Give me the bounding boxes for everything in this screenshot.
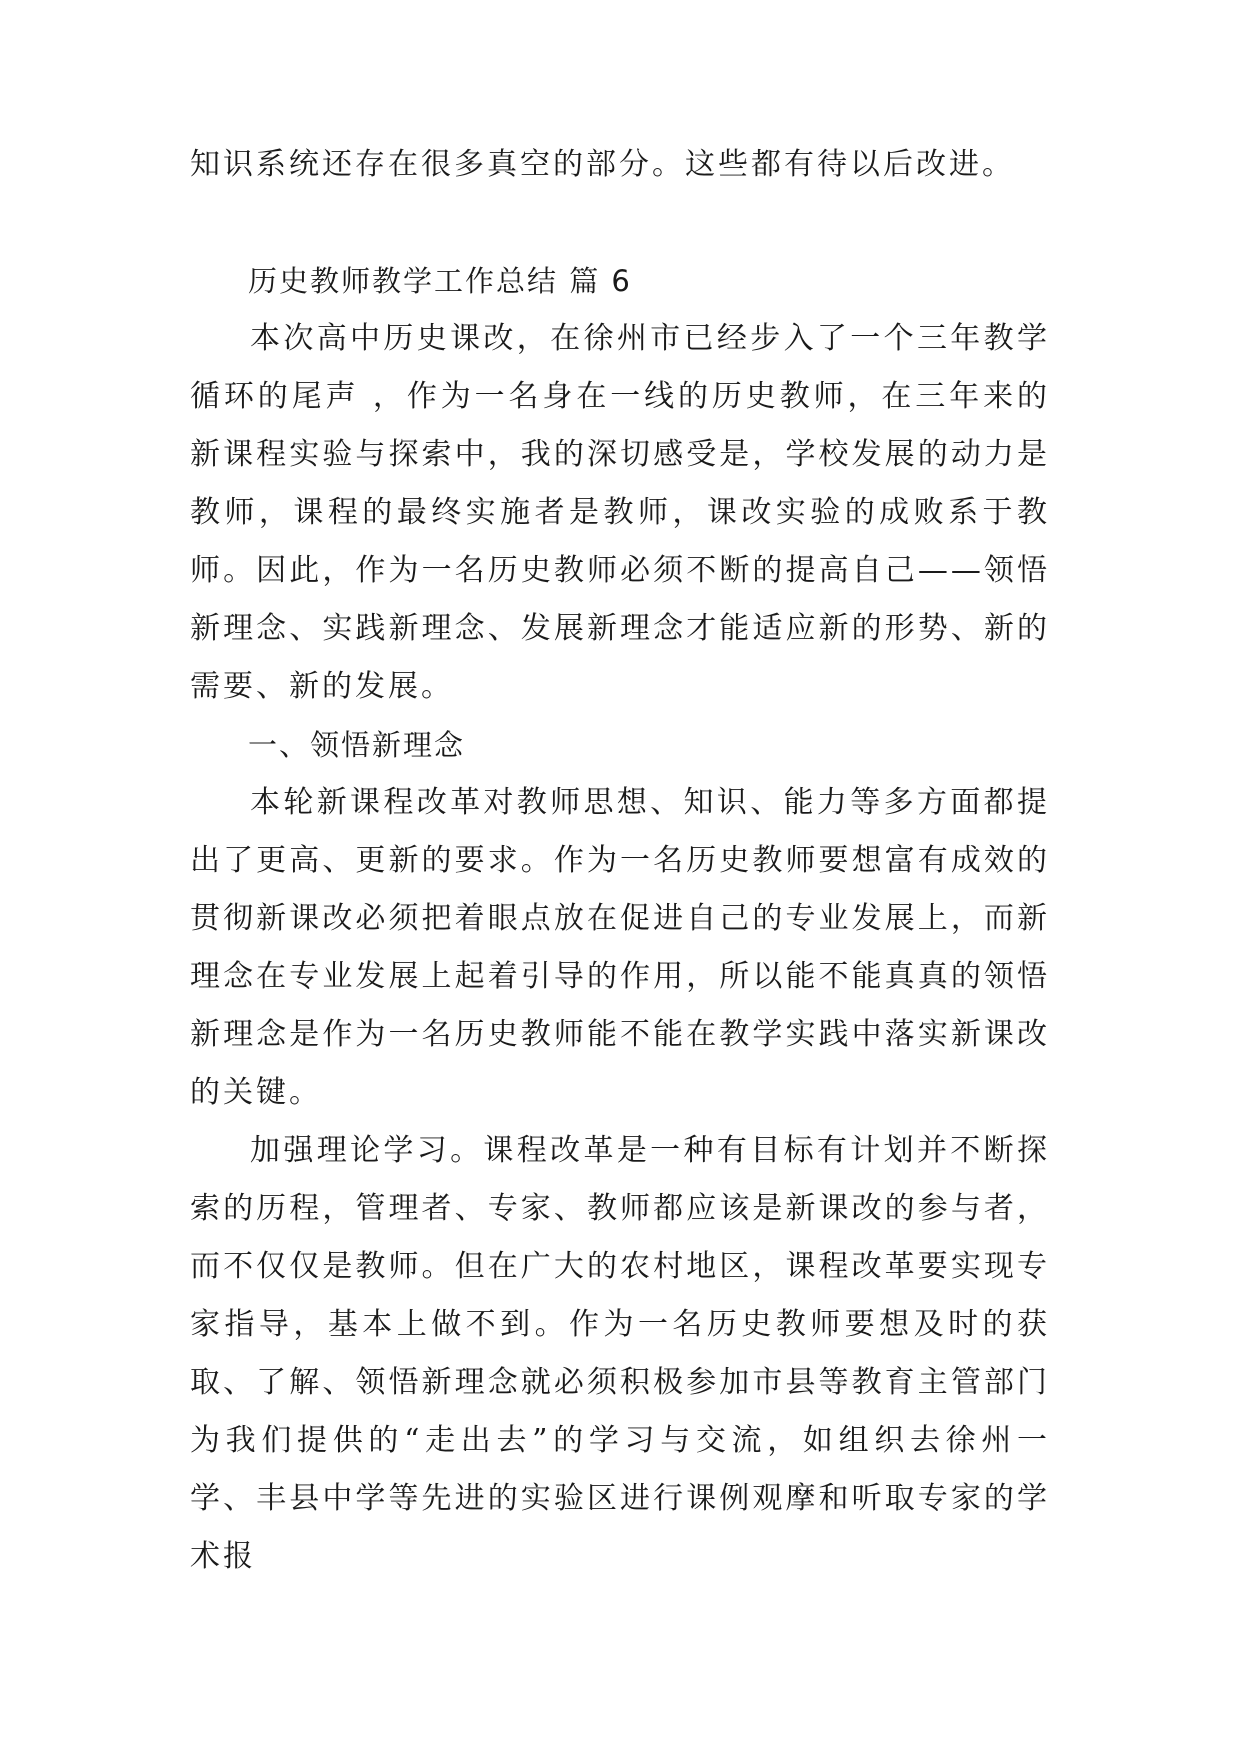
section-title: 历史教师教学工作总结 篇 6	[248, 264, 632, 298]
paragraph-1: 本轮新课程改革对教师思想、知识、能力等多方面都提出了更高、更新的要求。作为一名历史教师要想富有成效的贯彻新课改必须把着眼点放在促进自己的专业发展上，而新理念在专业发展上起着引导的作用，所以能不能真真的领悟新理念是作为一名历史教师能不能在教学实践中落实新课改的关键。	[190, 785, 1050, 1110]
intro-paragraph: 本次高中历史课改，在徐州市已经步入了一个三年教学循环的尾声 ，作为一名身在一线的历史教师，在三年来的新课程实验与探索中，我的深切感受是，学校发展的动力是教师，课程的最终实施者是教师，课改实验的成败系于教师。因此，作为一名历史教师必须不断的提高自己——领悟新理念、实践新理念、发展新理念才能适应新的形势、新的需要、新的发展。	[190, 321, 1050, 704]
continuation-paragraph: 知识系统还存在很多真空的部分。这些都有待以后改进。	[190, 147, 1015, 182]
continuation-block	[190, 136, 1050, 194]
paragraph-2: 加强理论学习。课程改革是一种有目标有计划并不断探索的历程，管理者、专家、教师都应该是新课改的参与者，而不仅仅是教师。但在广大的农村地区，课程改革要实现专家指导，基本上做不到。作为一名历史教师要想及时的获取、了解、领悟新理念就必须积极参加市县等教育主管部门为我们提供的“走出去”的学习与交流，如组织去徐州一学、丰县中学等先进的实验区进行课例观摩和听取专家的学术报	[190, 1133, 1050, 1574]
article-body	[190, 252, 1050, 1586]
subheading-1: 一、领悟新理念	[248, 728, 466, 762]
